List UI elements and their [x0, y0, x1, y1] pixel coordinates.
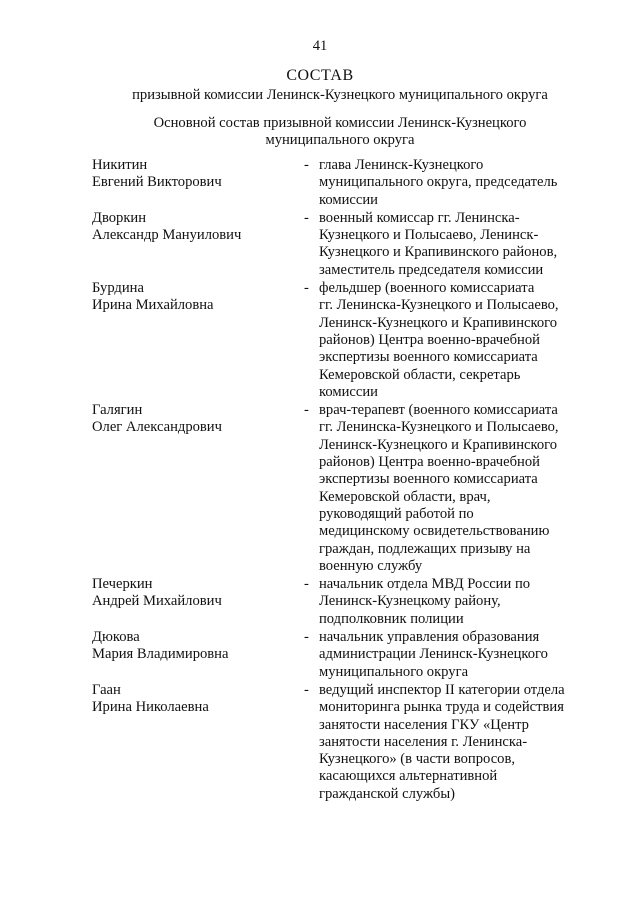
member-role-line: начальник отдела МВД России по: [319, 576, 531, 593]
dash-separator: -: [304, 576, 309, 593]
member-role: [319, 629, 581, 681]
member-given-names: Александр Мануилович: [92, 227, 242, 244]
member-given-names: Олег Александрович: [92, 419, 222, 436]
member-role-line: Ленинск-Кузнецкому району,: [319, 593, 501, 610]
member-role-line: занятости населения г. Ленинска-: [319, 733, 528, 750]
member-role-line: врач-терапевт (военного комиссариата: [319, 402, 558, 419]
member-role: [319, 576, 581, 628]
dash-separator: -: [304, 209, 309, 226]
member-entry: [92, 402, 592, 575]
member-surname: Гаан: [92, 681, 121, 698]
member-role: [319, 157, 581, 209]
document-title: СОСТАВ: [286, 67, 354, 84]
member-role-line: администрации Ленинск-Кузнецкого: [319, 646, 548, 663]
member-role-line: Кузнецкого и Крапивинского районов,: [319, 244, 558, 261]
dash-separator: -: [304, 157, 309, 173]
page-number: 41: [312, 38, 328, 54]
member-surname: Дюкова: [92, 629, 140, 646]
member-surname: Дворкин: [92, 209, 147, 226]
member-role-line: заместитель председателя комиссии: [319, 261, 544, 278]
member-given-names: Мария Владимировна: [92, 646, 229, 663]
member-role-line: Ленинск-Кузнецкого и Крапивинского: [319, 314, 558, 331]
member-role-line: Ленинск-Кузнецкого и Крапивинского: [319, 436, 558, 453]
member-role-line: мониторинга рынка труда и содействия: [319, 699, 564, 716]
dash-separator: -: [304, 280, 309, 297]
member-role-line: занятости населения ГКУ «Центр: [319, 716, 529, 733]
member-role: [319, 682, 581, 803]
member-surname: Никитин: [92, 157, 148, 173]
member-role-line: военный комиссар гг. Ленинска-: [319, 209, 520, 226]
member-role-line: глава Ленинск-Кузнецкого: [319, 157, 484, 173]
member-role-line: граждан, подлежащих призыву на: [319, 540, 531, 557]
member-name: [92, 280, 304, 401]
member-role-line: ведущий инспектор II категории отдела: [319, 681, 565, 698]
member-surname: Галягин: [92, 402, 143, 419]
document-subtitle: призывной комиссии Ленинск-Кузнецкого муниципального округа: [132, 87, 548, 103]
member-role-line: комиссии: [319, 383, 378, 400]
member-name: [92, 157, 304, 209]
member-role-line: военную службу: [319, 557, 423, 574]
member-surname: Бурдина: [92, 280, 144, 297]
member-entry: [92, 210, 592, 279]
member-role-line: руководящий работой по: [319, 505, 474, 522]
dash-separator: -: [304, 681, 309, 698]
member-role: [319, 402, 581, 575]
member-role-line: муниципального округа: [319, 663, 469, 680]
section-heading-line: Основной состав призывной комиссии Ленинск-Кузнецкого: [153, 115, 527, 131]
member-role-line: районов) Центра военно-врачебной: [319, 331, 540, 348]
section-heading-line: муниципального округа: [265, 132, 415, 149]
member-name: [92, 576, 304, 628]
member-role-line: гг. Ленинска-Кузнецкого и Полысаево,: [319, 419, 559, 436]
member-role-line: муниципального округа, председатель: [319, 174, 558, 191]
member-role-line: экспертизы военного комиссариата: [319, 349, 538, 366]
member-role-line: начальник управления образования: [319, 629, 540, 646]
member-role-line: медицинскому освидетельствованию: [319, 523, 550, 540]
member-role-line: экспертизы военного комиссариата: [319, 471, 538, 488]
member-entry: [92, 682, 592, 803]
member-role-line: районов) Центра военно-врачебной: [319, 454, 540, 471]
member-entry: [92, 629, 592, 681]
member-entry: [92, 576, 592, 628]
member-name: [92, 402, 304, 575]
member-given-names: Ирина Михайловна: [92, 297, 214, 314]
member-role-line: Кузнецкого и Полысаево, Ленинск-: [319, 227, 539, 244]
dash-separator: -: [304, 629, 309, 646]
member-list: [92, 157, 592, 804]
member-role-line: комиссии: [319, 191, 378, 208]
member-role-line: фельдшер (военного комиссариата: [319, 280, 535, 297]
member-given-names: Андрей Михайлович: [92, 593, 222, 610]
member-entry: [92, 157, 592, 209]
member-role: [319, 210, 581, 279]
member-role-line: гражданской службы): [319, 785, 455, 802]
member-name: [92, 682, 304, 803]
member-role: [319, 280, 581, 401]
dash-separator: -: [304, 402, 309, 419]
member-entry: [92, 280, 592, 401]
member-role-line: касающихся альтернативной: [319, 768, 498, 785]
member-role-line: гг. Ленинска-Кузнецкого и Полысаево,: [319, 297, 559, 314]
member-given-names: Евгений Викторович: [92, 174, 222, 191]
member-role-line: Кемеровской области, секретарь: [319, 366, 521, 383]
member-role-line: Кемеровской области, врач,: [319, 488, 491, 505]
member-surname: Печеркин: [92, 576, 153, 593]
member-role-line: Кузнецкого» (в части вопросов,: [319, 751, 516, 768]
member-name: [92, 210, 304, 279]
member-name: [92, 629, 304, 681]
member-given-names: Ирина Николаевна: [92, 699, 209, 716]
member-role-line: подполковник полиции: [319, 610, 464, 627]
section-heading: [0, 115, 640, 150]
